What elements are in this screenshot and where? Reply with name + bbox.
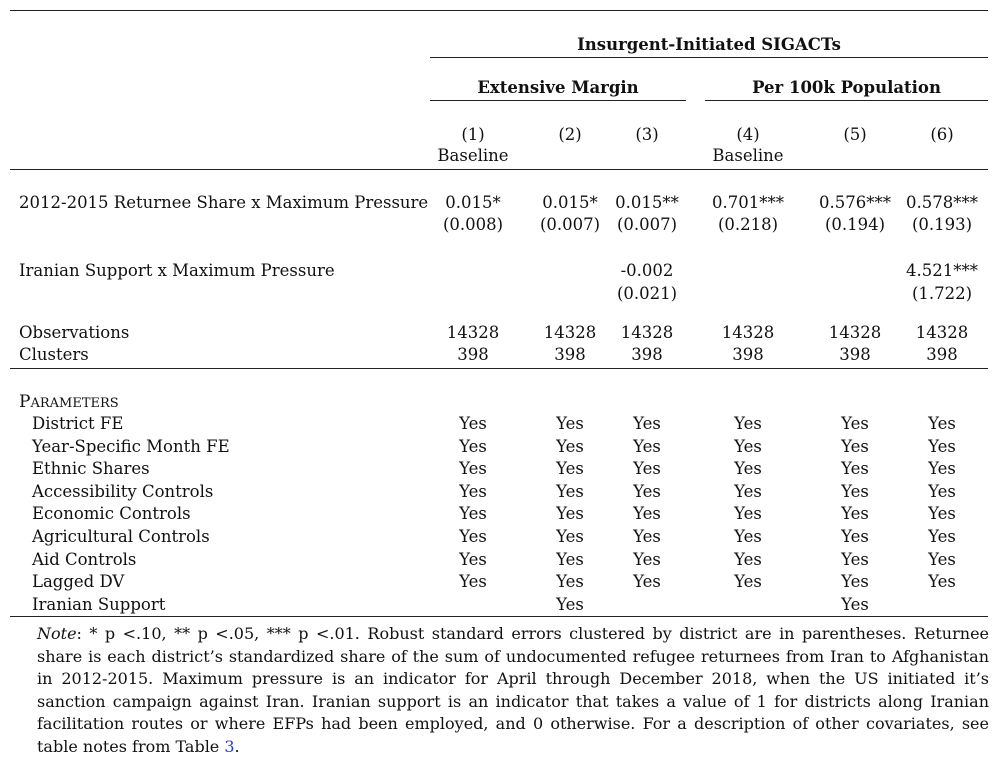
obs-c2: 14328 — [543, 323, 597, 342]
se-r1-c2: (0.007) — [539, 215, 601, 234]
param-value: Yes — [841, 550, 869, 569]
col-header-1: (1) — [461, 125, 485, 144]
bottom-rule — [10, 616, 988, 617]
se-r1-c5: (0.194) — [824, 215, 886, 234]
clusters-c3: 398 — [631, 345, 663, 364]
param-value: Yes — [734, 437, 762, 456]
param-value: Yes — [928, 459, 956, 478]
param-label: Year-Specific Month FE — [32, 437, 230, 456]
coef-r2-c6: 4.521*** — [906, 261, 978, 280]
param-value: Yes — [556, 504, 584, 523]
coef-r1-c6: 0.578*** — [906, 193, 978, 212]
param-value: Yes — [734, 550, 762, 569]
obs-c4: 14328 — [721, 323, 775, 342]
table-note — [37, 623, 989, 758]
param-value: Yes — [633, 437, 661, 456]
se-r1-c4: (0.218) — [717, 215, 779, 234]
se-r1-c3: (0.007) — [616, 215, 678, 234]
col-header-6: (6) — [930, 125, 954, 144]
clusters-label: Clusters — [19, 345, 89, 364]
param-value: Yes — [841, 437, 869, 456]
col-header-5: (5) — [843, 125, 867, 144]
param-value: Yes — [459, 482, 487, 501]
param-value: Yes — [459, 527, 487, 546]
param-value: Yes — [928, 550, 956, 569]
param-value: Yes — [556, 482, 584, 501]
clusters-c6: 398 — [926, 345, 958, 364]
param-value: Yes — [556, 437, 584, 456]
param-value: Yes — [556, 414, 584, 433]
param-value: Yes — [841, 414, 869, 433]
coef-r1-c4: 0.701*** — [712, 193, 784, 212]
top-rule — [10, 10, 988, 11]
group-rule — [430, 57, 988, 58]
clusters-c2: 398 — [554, 345, 586, 364]
note-label: Note — [37, 624, 77, 643]
subgroup-rule-left — [430, 100, 686, 101]
row-label-iranian-support: Iranian Support x Maximum Pressure — [19, 261, 335, 280]
param-label: Economic Controls — [32, 504, 191, 523]
se-r1-c1: (0.008) — [442, 215, 504, 234]
param-value: Yes — [633, 414, 661, 433]
coef-r1-c1: 0.015* — [445, 193, 501, 212]
group-title: Insurgent-Initiated SIGACTs — [577, 35, 841, 54]
param-label: District FE — [32, 414, 124, 433]
param-value: Yes — [734, 504, 762, 523]
param-value: Yes — [928, 437, 956, 456]
param-label: Accessibility Controls — [32, 482, 214, 501]
clusters-c1: 398 — [457, 345, 489, 364]
obs-c3: 14328 — [620, 323, 674, 342]
coef-r1-c2: 0.015* — [542, 193, 598, 212]
note-text-end: . — [234, 736, 240, 756]
parameters-title-first: P — [19, 392, 31, 412]
param-value: Yes — [556, 527, 584, 546]
coef-r1-c3: 0.015** — [615, 193, 679, 212]
se-r1-c6: (0.193) — [911, 215, 973, 234]
clusters-c5: 398 — [839, 345, 871, 364]
subgroup-per-100k: Per 100k Population — [752, 78, 941, 97]
row-label-returnee-share: 2012-2015 Returnee Share x Maximum Pressure — [19, 193, 429, 212]
param-label: Ethnic Shares — [32, 459, 150, 478]
coef-r1-c5: 0.576*** — [819, 193, 891, 212]
col-header-3: (3) — [635, 125, 659, 144]
param-value: Yes — [459, 550, 487, 569]
param-value: Yes — [633, 572, 661, 591]
param-value: Yes — [633, 527, 661, 546]
table-ref-link[interactable]: 3 — [224, 736, 235, 756]
col-sub-1: Baseline — [437, 146, 509, 165]
param-value: Yes — [928, 527, 956, 546]
param-value: Yes — [841, 572, 869, 591]
param-value: Yes — [459, 437, 487, 456]
param-value: Yes — [556, 572, 584, 591]
param-value: Yes — [841, 504, 869, 523]
parameters-title — [19, 392, 119, 414]
col-header-4: (4) — [736, 125, 760, 144]
param-value: Yes — [928, 504, 956, 523]
note-text: : * p <.10, ** p <.05, *** p <.01. Robust standard errors clustered by district are in parentheses. Returnee share is each district’s standardized share of the sum of undocumented refugee returnees from Iran to Afghanistan in 2012-2015. Maximum pressure is an indicator for April through December 2018, when the US initiated it’s sanction campaign against Iran. Iranian support is an indicator that takes a value of 1 for districts along Iranian facilitation routes or where EFPs had been employed, and 0 otherwise. For a description of other covariates, see table notes from Table — [37, 624, 989, 756]
col-header-2: (2) — [558, 125, 582, 144]
param-value: Yes — [928, 482, 956, 501]
param-value: Yes — [633, 482, 661, 501]
param-value: Yes — [928, 572, 956, 591]
param-value: Yes — [928, 414, 956, 433]
clusters-c4: 398 — [732, 345, 764, 364]
param-value: Yes — [734, 527, 762, 546]
param-value: Yes — [459, 414, 487, 433]
stats-rule — [10, 368, 988, 369]
param-value: Yes — [633, 504, 661, 523]
header-rule — [10, 169, 988, 170]
observations-label: Observations — [19, 323, 130, 342]
obs-c5: 14328 — [828, 323, 882, 342]
param-label: Iranian Support — [32, 595, 166, 614]
subgroup-rule-right — [705, 100, 988, 101]
param-value: Yes — [633, 550, 661, 569]
col-sub-4: Baseline — [712, 146, 784, 165]
param-value: Yes — [556, 550, 584, 569]
param-label: Agricultural Controls — [32, 527, 210, 546]
parameters-title-rest: ARAMETERS — [30, 396, 119, 411]
param-value: Yes — [556, 595, 584, 614]
param-value: Yes — [734, 459, 762, 478]
obs-c1: 14328 — [446, 323, 500, 342]
param-value: Yes — [841, 482, 869, 501]
obs-c6: 14328 — [915, 323, 969, 342]
param-value: Yes — [841, 459, 869, 478]
param-value: Yes — [459, 504, 487, 523]
coef-r2-c3: -0.002 — [620, 261, 674, 280]
param-value: Yes — [459, 459, 487, 478]
param-value: Yes — [459, 572, 487, 591]
param-value: Yes — [556, 459, 584, 478]
subgroup-extensive-margin: Extensive Margin — [477, 78, 639, 97]
param-label: Aid Controls — [32, 550, 137, 569]
param-value: Yes — [633, 459, 661, 478]
param-value: Yes — [734, 572, 762, 591]
param-value: Yes — [734, 482, 762, 501]
se-r2-c6: (1.722) — [911, 284, 973, 303]
param-value: Yes — [734, 414, 762, 433]
param-value: Yes — [841, 527, 869, 546]
se-r2-c3: (0.021) — [616, 284, 678, 303]
param-value: Yes — [841, 595, 869, 614]
param-label: Lagged DV — [32, 572, 125, 591]
